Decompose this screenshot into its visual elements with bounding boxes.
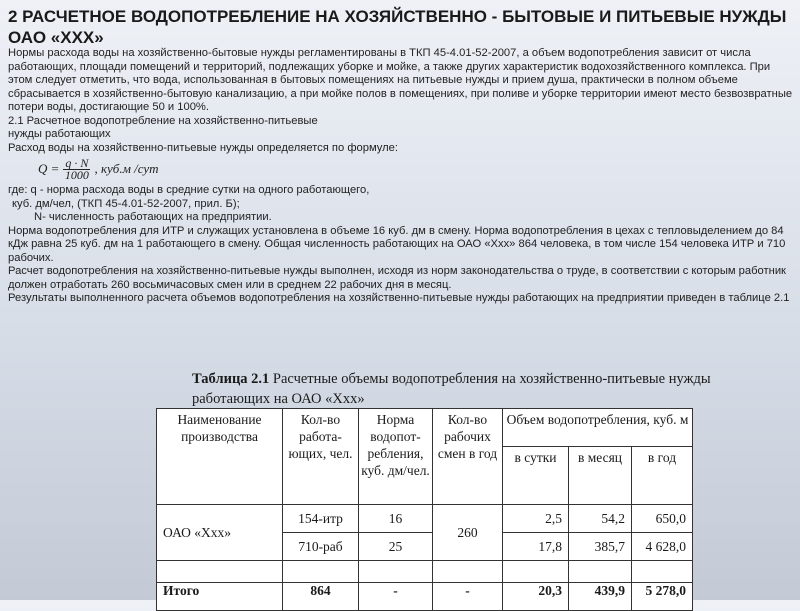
formula-units: , куб.м /сут — [94, 161, 159, 177]
cell-org-name: ОАО «Ххх» — [157, 505, 283, 561]
paragraph-where-q: где: q - норма расхода воды в средние сутки на одного работающего, — [8, 184, 370, 196]
cell-year: 650,0 — [632, 505, 693, 533]
cell-total-count: 864 — [283, 583, 359, 611]
section-heading-line1: 2.1 Расчетное водопотребление на хозяйственно-питьевые — [8, 114, 318, 127]
header-norm: Норма водопот-ребления, куб. дм/чел. — [359, 409, 433, 505]
paragraph-results: Результаты выполненного расчета объемов водопотребления на хозяйственно-питьевые нужды работающих на предприятии приведен в таблице 2.1 — [8, 292, 790, 304]
cell-count: 154-итр — [283, 505, 359, 533]
cell-month: 54,2 — [569, 505, 632, 533]
cell-day: 17,8 — [503, 533, 569, 561]
header-per-year: в год — [632, 447, 693, 505]
cell-count: 710-раб — [283, 533, 359, 561]
paragraph-norms: Нормы расхода воды на хозяйственно-бытовые нужды регламентированы в ТКП 45-4.01-52-2007, а объем водопотребления зависит от числа работающих, площади помещений и территорий, подлежащих уборке и мойке, а также других характеристик водохозяйственного комплекса. При этом следует отметить, что вода, использованная в бытовых помещениях на питьевые нужды и прием душа, практически в полном объеме сбрасывается в хозяйственно-бытовую канализацию, а при мойке полов в помещениях, при поливе и уборке территории имеют место безвозвратные потери воды, достигающие 50 и 100%. — [8, 47, 793, 113]
header-per-day: в сутки — [503, 447, 569, 505]
table-row-total — [157, 583, 693, 611]
cell-day: 2,5 — [503, 505, 569, 533]
cell-norm: 25 — [359, 533, 433, 561]
cell-year: 4 628,0 — [632, 533, 693, 561]
water-formula — [38, 157, 794, 181]
cell-total-year: 5 278,0 — [632, 583, 693, 611]
page-title: 2 РАСЧЕТНОЕ ВОДОПОТРЕБЛЕНИЕ НА ХОЗЯЙСТВЕННО - БЫТОВЫЕ И ПИТЬЕВЫЕ НУЖДЫ ОАО «ХХХ» — [8, 7, 787, 47]
header-count: Кол-во работа-ющих, чел. — [283, 409, 359, 505]
formula-lhs: Q = — [38, 161, 60, 177]
cell-total-shifts: - — [433, 583, 503, 611]
body-text — [8, 47, 794, 306]
cell-norm: 16 — [359, 505, 433, 533]
formula-numerator: q · N — [65, 155, 89, 170]
cell-total-label: Итого — [157, 583, 283, 611]
formula-denominator: 1000 — [64, 167, 89, 182]
water-consumption-table — [156, 408, 693, 611]
cell-month: 385,7 — [569, 533, 632, 561]
paragraph-norm-values: Норма водопотребления для ИТР и служащих установлена в объеме 16 куб. дм в смену. Норма водопотребления в цехах с тепловыделением до 84 кДж равна 25 куб. дм на 1 работающего в смену. Общая численность работающих на ОАО «Ххх» 864 человека, в том числе 154 человека ИТР и 710 рабочих. — [8, 224, 786, 264]
cell-total-month: 439,9 — [569, 583, 632, 611]
table-caption — [192, 369, 712, 409]
table-row-spacer — [157, 561, 693, 583]
table-caption-text: Расчетные объемы водопотребления на хозяйственно-питьевые нужды работающих на ОАО «Ххх» — [192, 371, 711, 407]
paragraph-where-n: N- численность работающих на предприятии. — [34, 211, 272, 223]
header-per-month: в месяц — [569, 447, 632, 505]
section-heading-line2: нужды работающих — [8, 128, 111, 140]
header-name: Наименование производства — [157, 409, 283, 505]
header-shifts: Кол-во рабочих смен в год — [433, 409, 503, 505]
header-volume: Объем водопотребления, куб. м — [503, 409, 693, 447]
cell-total-day: 20,3 — [503, 583, 569, 611]
formula-fraction — [63, 155, 90, 182]
table-caption-label: Таблица 2.1 — [192, 371, 270, 387]
paragraph-calculation: Расчет водопотребления на хозяйственно-питьевые нужды выполнен, исходя из норм законодательства о труде, в соответствии с которым работник должен отработать 260 восьмичасовых смен или в среднем 22 рабочих дня в месяц. — [8, 265, 786, 291]
paragraph-formula-intro: Расход воды на хозяйственно-питьевые нужды определяется по формуле: — [8, 141, 398, 154]
cell-total-norm: - — [359, 583, 433, 611]
cell-shifts: 260 — [433, 505, 503, 561]
paragraph-where-units: куб. дм/чел, (ТКП 45-4.01-52-2007, прил. Б); — [12, 197, 240, 210]
table-row — [157, 505, 693, 533]
